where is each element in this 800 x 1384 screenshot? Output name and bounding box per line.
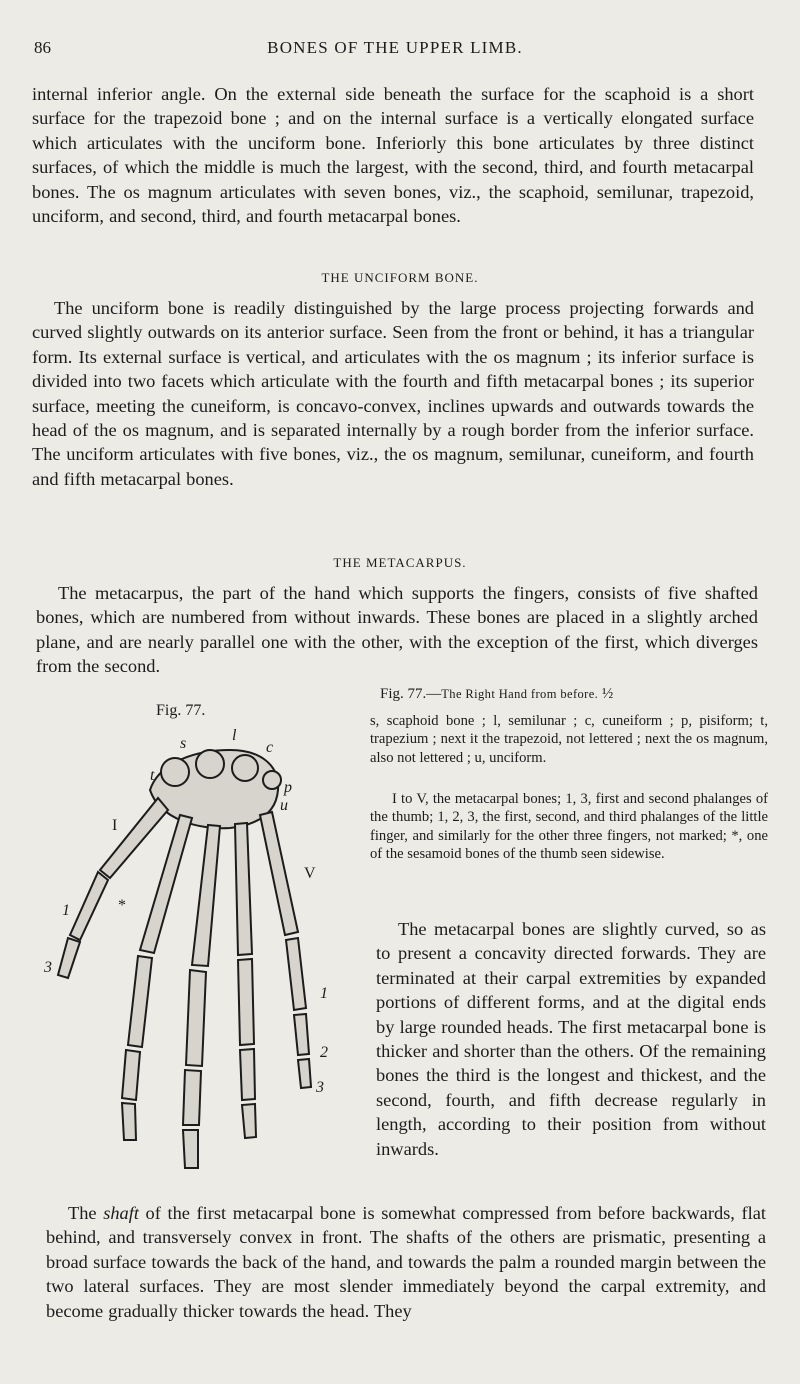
label-l: l [232,727,237,744]
index-phalanx-2 [122,1050,140,1100]
label-little-2: 2 [320,1044,328,1061]
ring-phalanx-1 [238,959,254,1045]
metacarpal-II [140,815,192,953]
label-p: p [284,779,292,796]
middle-phalanx-3 [183,1130,198,1168]
figure-caption-title [380,686,768,703]
label-little-3: 3 [316,1079,324,1096]
metacarpal-I [100,798,168,878]
pisiform-bone [263,771,281,789]
paragraph-os-magnum: internal inferior angle. On the external side beneath the surface for the scaphoid is a short surface for the trapezoid bone ; and on the internal surface is a vertically elongated surface which articulates with the unciform bone. Inferiorly this bone articulates by three distinct surfaces, of which the middle is much the largest, with the second, third, and fourth metacarpal bones. The os magnum articulates with seven bones, viz., the scaphoid, semilunar, trapezoid, unciform, and second, third, and fourth metacarpal bones. [32,84,754,227]
label-sesamoid-star: * [118,897,126,914]
shaft-prefix: The [68,1203,104,1223]
ring-phalanx-2 [240,1049,255,1100]
scaphoid-bone [161,758,189,786]
page-header [34,38,756,64]
label-little-1: 1 [320,985,328,1002]
little-phalanx-2 [294,1014,309,1055]
ring-phalanx-3 [242,1104,256,1138]
paragraph-unciform: The unciform bone is readily distinguished by the large process projecting forwards and curved slightly outwards on its anterior surface. Seen from the front or behind, it has a triangular form. Its external surface is vertical, and articulates with the os magnum ; its inferior surface is divided into two facets which articulate with the fourth and fifth metacarpal bones ; its superior surface, meeting the cuneiform, is concavo-convex, inclines upwards and outwards towards the head of the os magnum, and is separated internally by a rough border from the inferior surface. The unciform articulates with five bones, viz., the os magnum, semilunar, cuneiform, and fourth and fifth metacarpal bones. [32,298,754,489]
thumb-phalanx-2 [58,938,80,978]
shaft-rest: of the first metacarpal bone is somewhat compressed from before backwards, flat behind, and transversely convex in front. The shafts of the others are prismatic, presenting a broad surface towards the back of the hand, and towards the palm a rounded margin between the two lateral surfaces. They are most slender immediately beyond the carpal extremity, and become gradually thicker towards the head. They [46,1203,766,1321]
cuneiform-bone [232,755,258,781]
middle-phalanx-2 [183,1070,201,1125]
section-heading-metacarpus: THE METACARPUS. [333,555,467,570]
hand-skeleton-illustration [40,720,340,1190]
figure-caption-key: s, scaphoid bone ; l, semilunar ; c, cuneiform ; p, pisiform; t, trapezium ; next it the trapezoid, not lettered ; next the os magnum, also not lettered ; u, unciform. [370,713,768,766]
little-phalanx-3 [298,1059,311,1088]
paragraph-metacarpal-form: The metacarpal bones are slightly curved, so as to present a concavity directed forwards. They are terminated at their carpal extremities by expanded portions of different forms, and at the digital ends by large rounded heads. The first metacarpal bone is thicker and shorter than the others. Of the remaining bones the third is the longest and thickest, and the second, fourth, and fifth decrease regularly in length, according to their position from without inwards. [376,919,766,1159]
little-phalanx-1 [286,938,306,1010]
metacarpal-III [192,825,220,966]
metacarpal-V [260,812,298,935]
middle-phalanx-1 [186,970,206,1066]
semilunar-bone [196,750,224,778]
figure-caption-bones: I to V, the metacarpal bones; 1, 3, first and second phalanges of the thumb; 1, 2, 3, the first, second, and third phalanges of the little finger, and similarly for the other three fingers, not marked; *, one of the sesamoid bones of the thumb seen sidewise. [370,791,768,863]
label-c: c [266,739,274,756]
caption-title-text: The Right Hand from before. [441,687,599,701]
label-thumb-1: 1 [62,902,70,919]
label-t: t [150,767,155,784]
thumb-phalanx-1 [70,872,108,940]
label-u: u [280,797,288,814]
shaft-italic: shaft [103,1203,139,1223]
label-thumb-3: 3 [44,959,52,976]
caption-prefix: Fig. 77.— [380,686,442,702]
index-phalanx-3 [122,1103,136,1140]
index-phalanx-1 [128,956,152,1047]
paragraph-metacarpus: The metacarpus, the part of the hand which supports the fingers, consists of five shafted bones, which are numbered from without inwards. These bones are placed in a slightly arched plane, and are nearly parallel one with the other, with the exception of the first, which diverges from the second. [36,583,758,677]
label-s: s [180,735,187,752]
figure-label: Fig. 77. [156,702,206,719]
caption-scale: ½ [601,686,614,702]
paragraph-shaft [46,1201,766,1323]
metacarpal-IV [235,823,252,955]
label-roman-I: I [112,817,118,834]
running-title: BONES OF THE UPPER LIMB. [267,38,523,57]
label-roman-V: V [304,865,316,882]
page-number: 86 [34,38,51,57]
section-heading-unciform: THE UNCIFORM BONE. [321,270,479,285]
